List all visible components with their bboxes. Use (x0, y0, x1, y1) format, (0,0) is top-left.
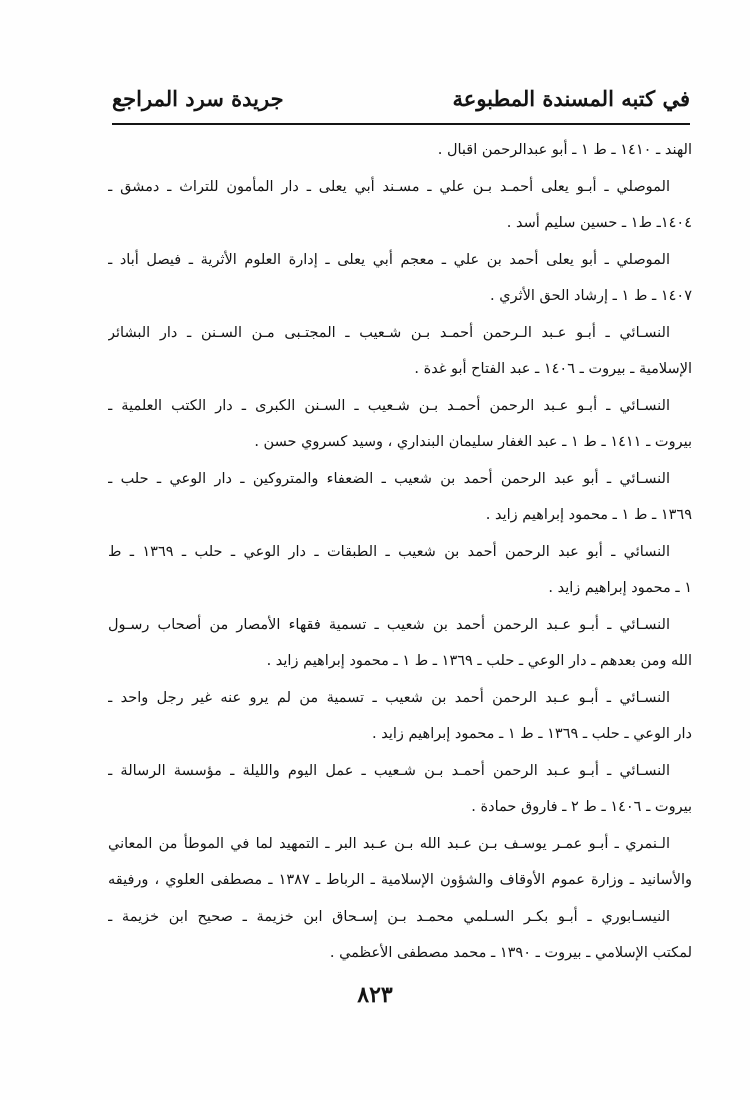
reference-line: الهند ـ ١٤١٠ ـ ط ١ ـ أبو عبدالرحمن اقبال . (437, 142, 692, 158)
reference-line: النسـائي ـ أبـو عـبد الـرحمن أحمـد بـن شـعيب ـ المجتـبى مـن السـنن ـ دار البشائر (108, 324, 670, 341)
section-title: جريدة سرد المراجع (112, 86, 284, 111)
reference-line: ١٤٠٤ـ ط١ ـ حسين سليم أسد . (506, 215, 692, 231)
reference-line: والأسانيد ـ وزارة عموم الأوقاف والشؤون الإسلامية ـ الرباط ـ ١٣٨٧ ـ مصطفى العلوي ، ورفيقه (108, 872, 692, 888)
reference-line: الـنمري ـ أبـو عمـر يوسـف بـن عـبد الله بـن عـبد البر ـ التمهيد لما في الموطأ من المعاني (108, 835, 670, 852)
running-header (112, 80, 690, 120)
reference-line: الإسلامية ـ بيروت ـ ١٤٠٦ ـ عبد الفتاح أبو غدة . (414, 361, 692, 377)
reference-line: الموصلي ـ أبو يعلى أحمد بن علي ـ معجم أبي يعلى ـ إدارة العلوم الأثرية ـ فيصل أباد ـ (108, 251, 670, 268)
reference-line: ١٤٠٧ ـ ط ١ ـ إرشاد الحق الأثري . (490, 288, 692, 304)
reference-line: النيسـابوري ـ أبـو بكـر السـلمي محمـد بـن إسـحاق ابن خزيمة ـ صحيح ابن خزيمة ـ (108, 908, 670, 925)
references-list (108, 132, 692, 972)
header-rule (112, 123, 690, 125)
reference-line: النسـائي ـ أبـو عـبد الرحمن أحمد بن شعيب ـ تسمية فقهاء الأمصار من أصحاب رسـول (108, 616, 670, 633)
page-number: ٨٢٣ (357, 982, 393, 1008)
reference-line: بيروت ـ ١٤٠٦ ـ ط ٢ ـ فاروق حمادة . (471, 799, 692, 815)
reference-line: النسـائي ـ أبـو عـبد الرحمن أحمـد بـن شـعيب ـ عمل اليوم والليلة ـ مؤسسة الرسالة ـ (108, 762, 670, 779)
reference-line: ١ ـ محمود إبراهيم زايد . (548, 580, 692, 596)
reference-line: الموصلي ـ أبـو يعلى أحمـد بـن علي ـ مسـند أبي يعلى ـ دار المأمون للتراث ـ دمشق ـ (108, 178, 670, 195)
reference-line: النسـائي ـ أبـو عـبد الرحمن أحمـد بـن شـعيب ـ السـنن الكبرى ـ دار الكتب العلمية ـ (108, 397, 670, 414)
chapter-title: في كتبه المسندة المطبوعة (452, 86, 690, 111)
reference-line: ١٣٦٩ ـ ط ١ ـ محمود إبراهيم زايد . (485, 507, 692, 523)
reference-line: النسـائي ـ أبـو عـبد الرحمن أحمد بن شعيب ـ تسمية من لم يرو عنه غير رجل واحد ـ (108, 689, 670, 706)
reference-line: لمكتب الإسلامي ـ بيروت ـ ١٣٩٠ ـ محمد مصطفى الأعظمي . (329, 945, 692, 961)
reference-line: النسائي ـ أبو عبد الرحمن أحمد بن شعيب ـ الطبقات ـ دار الوعي ـ حلب ـ ١٣٦٩ ـ ط (108, 543, 670, 560)
reference-line: الله ومن بعدهم ـ دار الوعي ـ حلب ـ ١٣٦٩ ـ ط ١ ـ محمود إبراهيم زايد . (266, 653, 692, 669)
reference-line: النسـائي ـ أبو عبد الرحمن أحمد بن شعيب ـ الضعفاء والمتروكين ـ دار الوعي ـ حلب ـ (108, 470, 670, 487)
reference-line: بيروت ـ ١٤١١ ـ ط ١ ـ عبد الغفار سليمان البنداري ، وسيد كسروي حسن . (254, 434, 692, 450)
reference-line: دار الوعي ـ حلب ـ ١٣٦٩ ـ ط ١ ـ محمود إبراهيم زايد . (372, 726, 692, 742)
